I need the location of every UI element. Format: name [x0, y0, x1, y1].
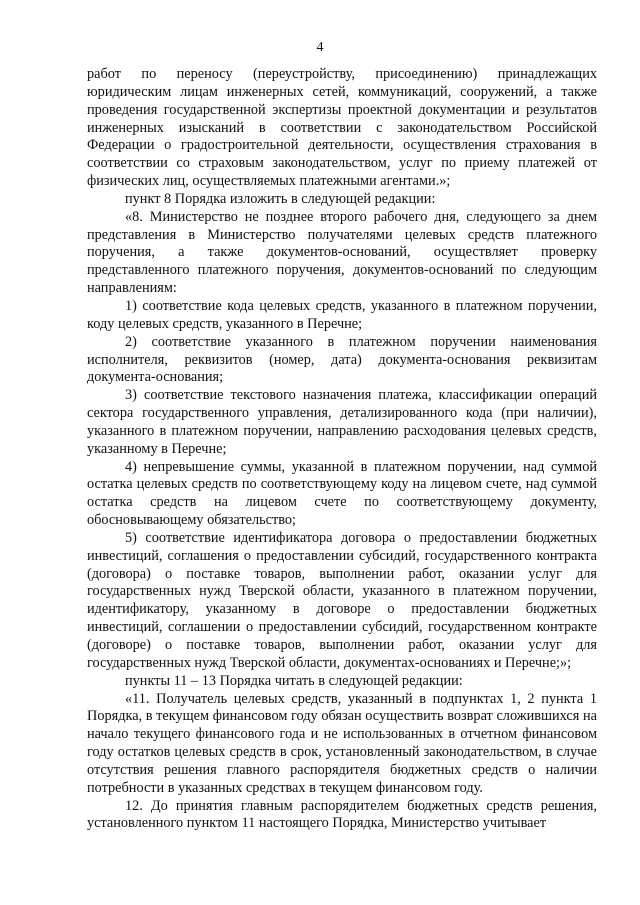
list-item-3: 3) соответствие текстового назначения платежа, классификации операций сектора государственного управления, детализированного кода (при наличии), указанного в платежном поручении, направлению расходования целевых средств, указанному в Перечне;	[87, 387, 597, 457]
paragraph-point-11: «11. Получатель целевых средств, указанный в подпунктах 1, 2 пункта 1 Порядка, в текущем финансовом году обязан осуществить возврат сложившихся на начало текущего финансового года и не использованных в отчетном финансовом году остатков целевых средств в срок, установленный законодательством, в случае отсутствия решения главного распорядителя бюджетных средств о наличии потребности в указанных средствах в текущем финансовом году.	[87, 690, 597, 796]
paragraph-point-8-intro: пункт 8 Порядка изложить в следующей редакции:	[125, 190, 436, 207]
paragraph-point-8-text: «8. Министерство не позднее второго рабочего дня, следующего за днем представления в Министерство получателями целевых средств платежного поручения, а также документов-оснований, осуществляет проверку представленного платежного поручения, документов-оснований по следующим направлениям:	[87, 208, 597, 297]
paragraph-continuation: работ по переносу (переустройству, присоединению) принадлежащих юридическим лицам инженерных сетей, коммуникаций, сооружений, а также проведения государственной экспертизы проектной документации и результатов инженерных изысканий в соответствии с законодательством Российской Федерации о градостроительной деятельности, осуществления страхования в соответствии со страховым законодательством, услуг по приему платежей от физических лиц, осуществляемых платежными агентами.»;	[87, 66, 597, 190]
paragraph-points-11-13-intro: пункты 11 – 13 Порядка читать в следующей редакции:	[125, 672, 463, 689]
list-item-2: 2) соответствие указанного в платежном поручении наименования исполнителя, реквизитов (номер, дата) документа-основания реквизитам документа-основания;	[87, 333, 597, 386]
list-item-5: 5) соответствие идентификатора договора о предоставлении бюджетных инвестиций, соглашения о предоставлении субсидий, государственного контракта (договора) о поставке товаров, выполнении работ, оказании услуг для государственных нужд Тверской области, указанного в платежном поручении, идентификатору, указанному в договоре о предоставлении бюджетных инвестиций, соглашении о предоставлении субсидий, государственном контракте (договоре) о поставке товаров, выполнении работ, оказании услуг для государственных нужд Тверской области, документах-основаниях и Перечне;»;	[87, 529, 597, 671]
document-body	[87, 66, 597, 833]
paragraph-point-12: 12. До принятия главным распорядителем бюджетных средств решения, установленного пунктом 11 настоящего Порядка, Министерство учитывает	[87, 797, 597, 832]
list-item-1: 1) соответствие кода целевых средств, указанного в платежном поручении, коду целевых средств, указанного в Перечне;	[87, 297, 597, 332]
list-item-4: 4) непревышение суммы, указанной в платежном поручении, над суммой остатка целевых средств по соответствующему коду на лицевом счете, над суммой остатка средств на лицевом счете по соответствующему документу, обосновывающему обязательство;	[87, 458, 597, 529]
page-number: 4	[316, 40, 324, 55]
